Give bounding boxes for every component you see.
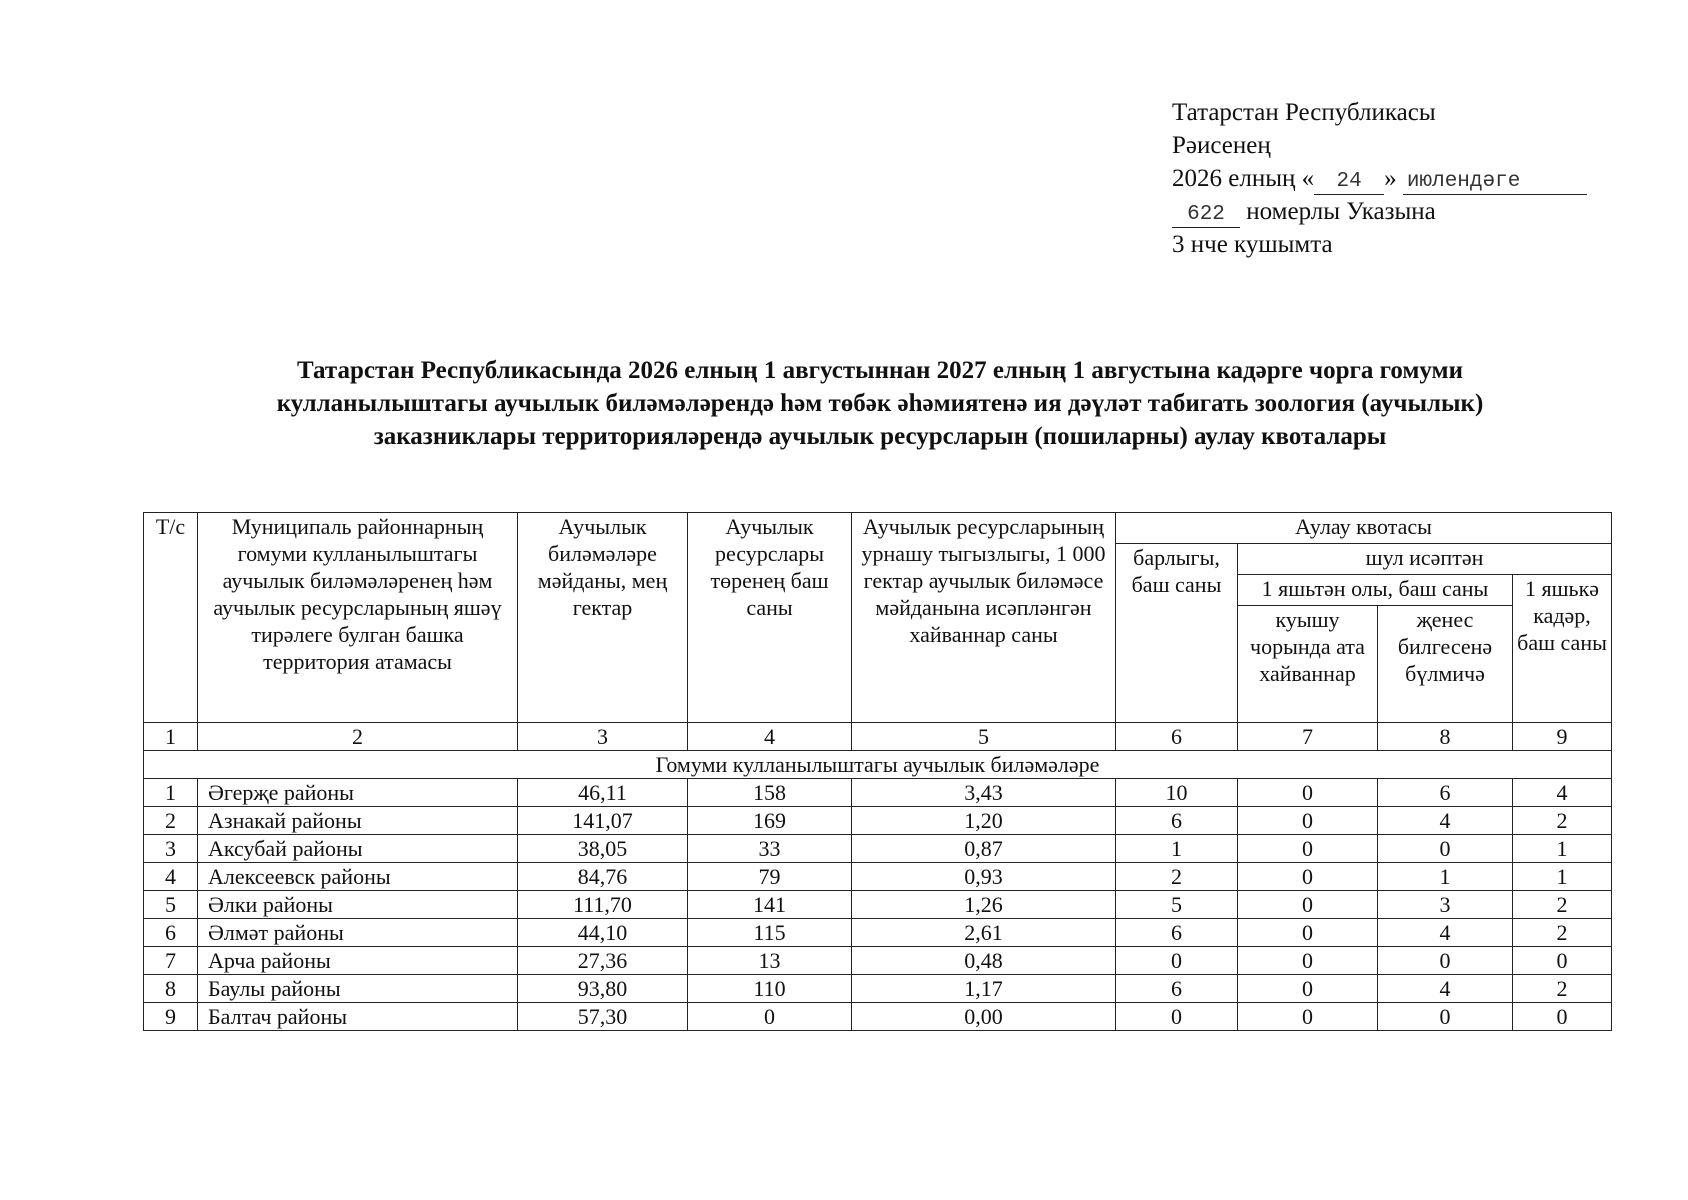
table-row [144, 919, 1612, 947]
stamp-line-date [1172, 162, 1592, 195]
quota-breeding-males: 0 [1238, 919, 1378, 947]
quota-breeding-males: 0 [1238, 863, 1378, 891]
density-value: 1,17 [852, 975, 1116, 1003]
header-district: Муниципаль районнарның гомуми кулланылыштагы аучылык биләмәләренең һәм аучылык ресурсларының яшәү тирәлеге булган башка территория атамасы [198, 513, 518, 723]
header-area: Аучылык биләмәләре мәйданы, мең гектар [518, 513, 688, 723]
stamp-line-appendix: 3 нче кушымта [1172, 231, 1333, 258]
stamp-month-sep: » [1384, 165, 1397, 192]
quota-no-sex: 6 [1378, 779, 1513, 807]
header-ts: Т/с [144, 513, 198, 723]
quota-under-one: 2 [1513, 891, 1612, 919]
population-value: 79 [688, 863, 852, 891]
population-value: 110 [688, 975, 852, 1003]
quota-total: 6 [1116, 919, 1238, 947]
quota-total: 10 [1116, 779, 1238, 807]
quota-total: 5 [1116, 891, 1238, 919]
table-row [144, 947, 1612, 975]
quota-no-sex: 0 [1378, 947, 1513, 975]
density-value: 0,48 [852, 947, 1116, 975]
density-value: 1,26 [852, 891, 1116, 919]
row-number: 3 [144, 835, 198, 863]
quota-total: 0 [1116, 947, 1238, 975]
header-under-one: 1 яшькә кадәр, баш саны [1513, 575, 1612, 723]
document-title [120, 354, 1640, 453]
header-no-sex: җенес билгесенә бүлмичә [1378, 606, 1513, 723]
area-value: 141,07 [518, 807, 688, 835]
area-value: 46,11 [518, 779, 688, 807]
district-name: Алексеевск районы [198, 863, 518, 891]
header-quota: Аулау квотасы [1116, 513, 1612, 544]
stamp-line-number [1172, 195, 1592, 228]
quota-total: 6 [1116, 807, 1238, 835]
column-number: 8 [1378, 723, 1513, 751]
district-name: Балтач районы [198, 1003, 518, 1031]
header-density: Аучылык ресурсларының урнашу тыгызлыгы, 1 000 гектар аучылык биләмәсе мәйданына исәпләнгән хайваннар саны [852, 513, 1116, 723]
column-number-row [144, 723, 1612, 751]
quota-under-one: 0 [1513, 947, 1612, 975]
table-row [144, 891, 1612, 919]
quota-under-one: 2 [1513, 807, 1612, 835]
appendix-stamp [1172, 96, 1592, 261]
density-value: 0,93 [852, 863, 1116, 891]
quota-no-sex: 0 [1378, 835, 1513, 863]
header-including: шул исәптән [1238, 544, 1612, 575]
stamp-line-president: Рәисенең [1172, 132, 1271, 159]
density-value: 0,00 [852, 1003, 1116, 1031]
header-population: Аучылык ресурслары төренең баш саны [688, 513, 852, 723]
area-value: 38,05 [518, 835, 688, 863]
population-value: 0 [688, 1003, 852, 1031]
quota-under-one: 1 [1513, 835, 1612, 863]
row-number: 4 [144, 863, 198, 891]
population-value: 158 [688, 779, 852, 807]
quota-no-sex: 1 [1378, 863, 1513, 891]
density-value: 3,43 [852, 779, 1116, 807]
population-value: 141 [688, 891, 852, 919]
quota-no-sex: 4 [1378, 919, 1513, 947]
area-value: 44,10 [518, 919, 688, 947]
row-number: 1 [144, 779, 198, 807]
table-row [144, 807, 1612, 835]
quota-breeding-males: 0 [1238, 947, 1378, 975]
table-row [144, 1003, 1612, 1031]
quota-no-sex: 3 [1378, 891, 1513, 919]
column-number: 2 [198, 723, 518, 751]
district-name: Әгерҗе районы [198, 779, 518, 807]
row-number: 9 [144, 1003, 198, 1031]
district-name: Аксубай районы [198, 835, 518, 863]
quota-breeding-males: 0 [1238, 975, 1378, 1003]
quota-total: 1 [1116, 835, 1238, 863]
title-line-2: кулланылыштагы аучылык биләмәләрендә һәм төбәк әһәмиятенә ия дәүләт табигать зоология (аучылык) [276, 390, 1484, 417]
stamp-number-suffix: номерлы Указына [1246, 198, 1436, 225]
quota-no-sex: 4 [1378, 975, 1513, 1003]
column-number: 4 [688, 723, 852, 751]
column-number: 5 [852, 723, 1116, 751]
stamp-day: 24 [1314, 170, 1384, 195]
section-title: Гомуми кулланылыштагы аучылык биләмәләре [144, 751, 1612, 779]
quota-under-one: 1 [1513, 863, 1612, 891]
population-value: 115 [688, 919, 852, 947]
column-number: 1 [144, 723, 198, 751]
column-number: 6 [1116, 723, 1238, 751]
row-number: 2 [144, 807, 198, 835]
quota-breeding-males: 0 [1238, 835, 1378, 863]
density-value: 0,87 [852, 835, 1116, 863]
table-row [144, 779, 1612, 807]
stamp-month: июлендәге [1403, 170, 1587, 195]
district-name: Әлмәт районы [198, 919, 518, 947]
district-name: Арча районы [198, 947, 518, 975]
quota-breeding-males: 0 [1238, 779, 1378, 807]
stamp-line-republic: Татарстан Республикасы [1172, 99, 1436, 126]
quota-breeding-males: 0 [1238, 807, 1378, 835]
header-total: барлыгы, баш саны [1116, 544, 1238, 723]
column-number: 9 [1513, 723, 1612, 751]
title-line-3: заказниклары территорияләрендә аучылык ресурсларын (пошиларны) аулау квоталары [373, 423, 1387, 450]
population-value: 33 [688, 835, 852, 863]
population-value: 13 [688, 947, 852, 975]
area-value: 111,70 [518, 891, 688, 919]
quota-under-one: 2 [1513, 919, 1612, 947]
district-name: Баулы районы [198, 975, 518, 1003]
quota-breeding-males: 0 [1238, 891, 1378, 919]
header-breeding: куышу чорында ата хайваннар [1238, 606, 1378, 723]
quota-total: 2 [1116, 863, 1238, 891]
title-line-1: Татарстан Республикасында 2026 елның 1 августыннан 2027 елның 1 августына кадәрге чорга гомуми [296, 357, 1463, 384]
stamp-year-prefix: 2026 елның « [1172, 165, 1315, 192]
quota-total: 6 [1116, 975, 1238, 1003]
area-value: 27,36 [518, 947, 688, 975]
header-over-one: 1 яшьтән олы, баш саны [1238, 575, 1513, 606]
row-number: 7 [144, 947, 198, 975]
density-value: 1,20 [852, 807, 1116, 835]
stamp-number: 622 [1172, 203, 1240, 228]
table-row [144, 975, 1612, 1003]
area-value: 57,30 [518, 1003, 688, 1031]
table-row [144, 835, 1612, 863]
district-name: Әлки районы [198, 891, 518, 919]
quota-under-one: 0 [1513, 1003, 1612, 1031]
data-rows [144, 779, 1612, 1031]
area-value: 93,80 [518, 975, 688, 1003]
area-value: 84,76 [518, 863, 688, 891]
quota-table [143, 512, 1612, 1031]
quota-no-sex: 4 [1378, 807, 1513, 835]
quota-no-sex: 0 [1378, 1003, 1513, 1031]
quota-under-one: 4 [1513, 779, 1612, 807]
table-row [144, 863, 1612, 891]
quota-total: 0 [1116, 1003, 1238, 1031]
district-name: Азнакай районы [198, 807, 518, 835]
section-row [144, 751, 1612, 779]
quota-breeding-males: 0 [1238, 1003, 1378, 1031]
row-number: 5 [144, 891, 198, 919]
population-value: 169 [688, 807, 852, 835]
row-number: 6 [144, 919, 198, 947]
density-value: 2,61 [852, 919, 1116, 947]
column-number: 3 [518, 723, 688, 751]
quota-under-one: 2 [1513, 975, 1612, 1003]
column-number: 7 [1238, 723, 1378, 751]
row-number: 8 [144, 975, 198, 1003]
